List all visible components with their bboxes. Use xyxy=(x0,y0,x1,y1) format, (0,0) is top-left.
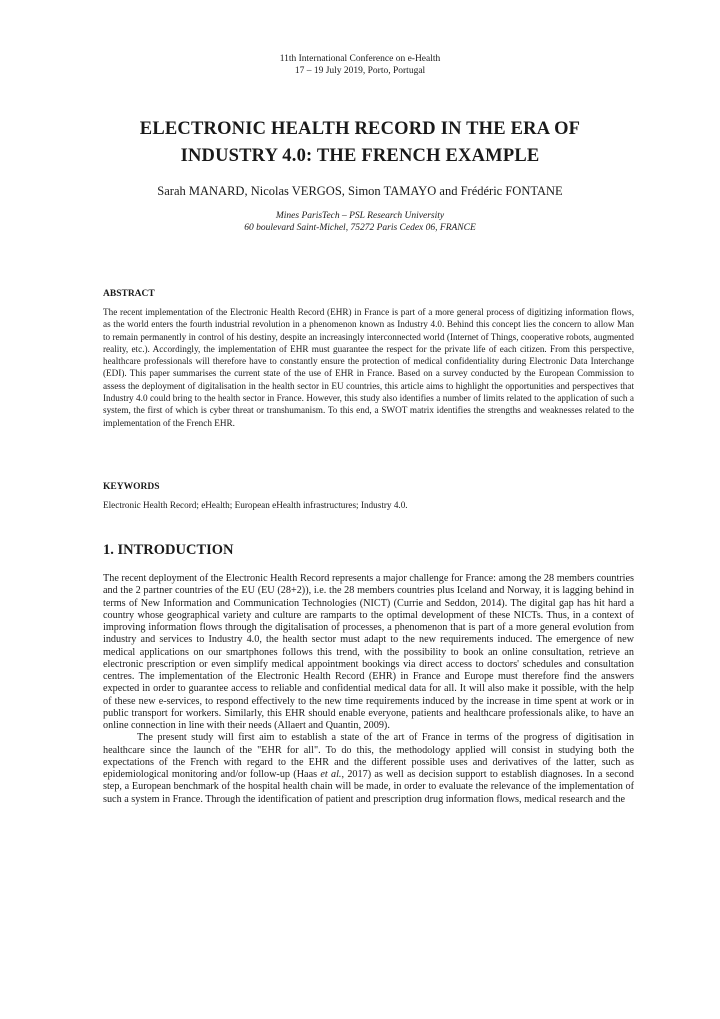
conference-name: 11th International Conference on e-Health xyxy=(279,54,441,64)
abstract-heading: ABSTRACT xyxy=(103,289,155,299)
introduction-paragraph-1: The recent deployment of the Electronic Health Record represents a major challenge for France: among the 28 members countries and the 2 partner countries of the EU (EU (28+2)), i.e. the 28 members countries plus Iceland and Norway, it is lagging behind in terms of New Information and Communication Technologies (NICT) (Currie and Seddon, 2014). The digital gap has hit hard a country whose geographical variety and culture are ramparts to the optimal development of these NICTs. Thus, in a context of improving information flows through the digitalisation of processes, a phenomenon that is part of a more general evolution from industry and services to Industry 4.0, the health sector must adapt to the new requirements induced. The emergence of new medical applications on our smartphones follows this trend, with the possibility to book an online consultation, retrieve an electronic prescription or even simplify medical appointment bookings via direct access to doctors' schedules and consultation centres. The implementation of the Electronic Health Record (EHR) in France and Europe must therefore find the answers expected in order to guarantee access to reliable and confidential medical data for all. It will also make it possible, with the help of these new e-services, to respond effectively to the new time requirements induced by the increase in time spent at work or in public transport for workers. Similarly, this EHR should enable everyone, patients and healthcare professionals alike, to have an online connection in line with their needs (Allaert and Quantin, 2009). xyxy=(103,573,634,731)
conference-header xyxy=(0,54,720,77)
keywords-heading: KEYWORDS xyxy=(103,482,160,492)
introduction-heading: 1. INTRODUCTION xyxy=(103,542,234,558)
paragraph-2-part-a: The present study will first aim to establish a state of the art of France in terms of the progress of digitisation in healthcare since the launch of the "EHR for all". To do this, the methodology applied will consist in studying both the expectations of the French with regard to the EHR and the different possible uses and derivatives of the latter, such as epidemiological monitoring and/or follow-up (Haas xyxy=(103,732,634,780)
conference-dates: 17 – 19 July 2019, Porto, Portugal xyxy=(294,65,426,76)
affiliation-line-1: Mines ParisTech – PSL Research University xyxy=(275,211,445,221)
et-al-italic: et al. xyxy=(320,769,342,780)
title-line-2: INDUSTRY 4.0: THE FRENCH EXAMPLE xyxy=(180,146,540,166)
introduction-body xyxy=(103,573,634,806)
paper-title xyxy=(60,116,660,170)
authors: Sarah MANARD, Nicolas VERGOS, Simon TAMAYO and Frédéric FONTANE xyxy=(157,184,563,198)
introduction-paragraph-2 xyxy=(103,732,634,806)
paragraph-2-part-b: , 2017) as well as decision support to establish diagnoses. In a second step, a European benchmark of the hospital health chain will be made, in order to evaluate the relevance of the implementation of such a system in France. Through the identification of patient and prescription drug information flows, medical research and the xyxy=(103,769,634,805)
affiliation-line-2: 60 boulevard Saint-Michel, 75272 Paris Cedex 06, FRANCE xyxy=(244,223,476,233)
affiliation xyxy=(0,210,720,234)
title-line-1: ELECTRONIC HEALTH RECORD IN THE ERA OF xyxy=(139,119,581,139)
abstract-text: The recent implementation of the Electronic Health Record (EHR) in France is part of a more general process of digitizing information flows, as the world enters the fourth industrial revolution in a phenomenon known as Industry 4.0. Behind this concept lies the concern to allow Man to remain permanently in control of his destiny, despite an increasingly interconnected world (Internet of Things, cooperative robots, augmented reality, etc.). Accordingly, the implementation of EHR must guarantee the respect for the private life of each citizen. From this perspective, healthcare professionals will therefore have to constantly ensure the protection of medical confidentiality during Electronic Data Interchange (EDI). This paper summarises the current state of the use of EHR in France. Based on a survey conducted by the European Commission to assess the deployment of digitalisation in the health sector in EU countries, this article aims to highlight the opportunities and perspectives that Industry 4.0 could bring to the health sector in France. However, this study also identifies a number of limits related to the application of such a system, the first of which is cyber threat or transhumanism. To this end, a SWOT matrix identifies the strengths and weaknesses related to the implementation of the French EHR. xyxy=(103,307,634,428)
keywords-text: Electronic Health Record; eHealth; European eHealth infrastructures; Industry 4.0. xyxy=(103,500,408,510)
